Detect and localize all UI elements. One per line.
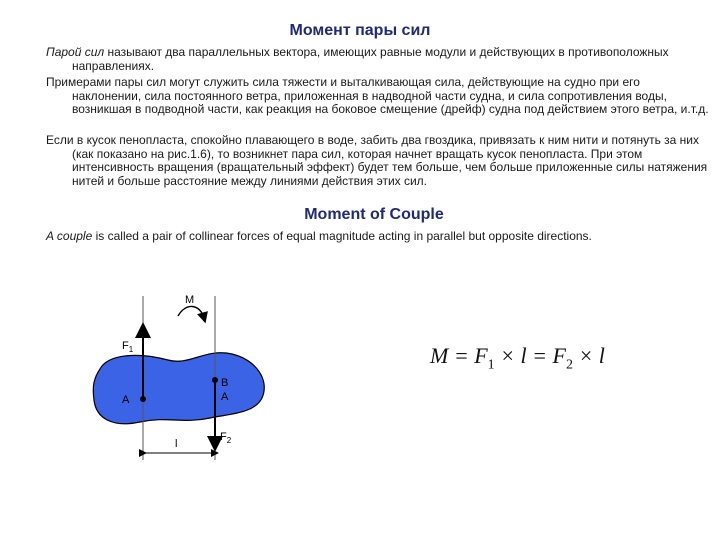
moment-formula: $M = F_1 \times l = F_2 \times l$ xyxy=(430,343,605,373)
label-point-a-left: A xyxy=(122,394,130,406)
paragraph-foam-example-ru: Если в кусок пенопласта, спокойно плавающего в воде, забить два гвоздика, привязать к ним нити и потянуть за них (как показано на рис.1.6), то возникнет пара сил, которая начнет вращать кусок пенопласта. При этом интенсивность вращения (вращательный эффект) будет тем больше, чем больше приложенные силы натяжения нитей и больше расстояние между линиями действия этих сил. xyxy=(46,133,708,188)
section-title-en: Moment of Couple xyxy=(304,206,444,223)
label-force-f2: $F_2$ xyxy=(220,431,232,445)
label-force-f1: $F_1$ xyxy=(122,340,134,354)
moment-arc-arrow xyxy=(178,306,204,318)
label-distance-l: l xyxy=(175,438,178,450)
point-b xyxy=(212,377,218,383)
term-couple-ru: Парой сил xyxy=(46,45,105,59)
term-couple-en: A couple xyxy=(46,229,93,243)
label-point-a-right: A xyxy=(221,391,229,403)
paragraph-examples-ru: Примерами пары сил могут служить сила тяжести и выталкивающая сила, действующие на судно при его наклонении, сила постоянного ветра, приложенная в надводной части судна, и сила сопротивления воды, возникшая в подводной части, как реакция на боковое смещение (дрейф) судна под действием этого ветра, и.т.д. xyxy=(46,75,709,117)
definition-text-ru: называют два параллельных вектора, имеющих равные модули и действующих в противоположных направлениях. xyxy=(72,45,669,73)
label-point-b: B xyxy=(221,377,229,389)
foam-body xyxy=(93,353,264,424)
label-moment-m: M xyxy=(185,294,195,306)
page-title: Момент пары сил xyxy=(289,22,431,39)
definition-text-en: is called a pair of collinear forces of equal magnitude acting in parallel but opposite directions. xyxy=(92,229,592,243)
point-a xyxy=(140,396,146,402)
